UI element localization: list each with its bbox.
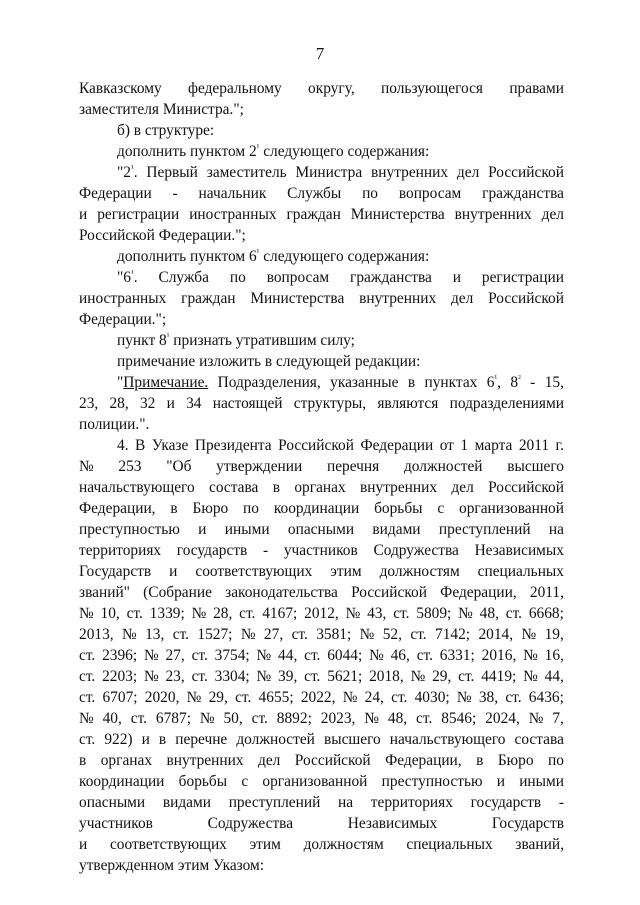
- text-line: полиции.".: [79, 416, 150, 433]
- text-line: примечание изложить в следующей редакции:: [117, 353, 421, 370]
- text-line: званий" (Собрание законодательства Российской Федерации, 2011,: [79, 584, 564, 601]
- text-line: 23, 28, 32 и 34 настоящей структуры, являются подразделениями: [79, 395, 564, 412]
- text-line: № 10, ст. 1339; № 28, ст. 4167; 2012, № 43, ст. 5809; № 48, ст. 6668;: [79, 605, 564, 622]
- text-line: начальствующего состава в органах внутренних дел Российской: [79, 479, 564, 496]
- text-line: ст. 922) и в перечне должностей высшего начальствующего состава: [79, 731, 564, 748]
- text-line: Российской Федерации.";: [79, 227, 246, 244]
- text-line: ст. 2396; № 27, ст. 3754; № 44, ст. 6044; № 46, ст. 6331; 2016, № 16,: [79, 647, 564, 664]
- text-line: Государств и соответствующих этим должностям специальных: [79, 563, 564, 580]
- text-line: дополнить пунктом $6^{^1}$ следующего содержания:: [117, 247, 430, 265]
- text-line: Федерации - начальник Службы по вопросам гражданства: [79, 185, 564, 202]
- text-line: утвержденном этим Указом:: [79, 857, 265, 874]
- text-line: преступностью и иными опасными видами преступлений на: [79, 521, 564, 538]
- text-line: участников Содружества Независимых Государств: [79, 815, 564, 832]
- text-line: "Примечание. Подразделения, указанные в пунктах $6^{^1}$, $8^{^2}$ - 15,: [117, 373, 564, 391]
- text-line: и регистрации иностранных граждан Министерства внутренних дел: [79, 206, 564, 223]
- text-line: координации борьбы с организованной преступностью и иными: [79, 773, 564, 790]
- text-line: ст. 6707; 2020, № 29, ст. 4655; 2022, № 24, ст. 4030; № 38, ст. 6436;: [79, 689, 564, 706]
- text-line: пункт $8^{^1}$ признать утратившим силу;: [117, 331, 355, 349]
- text-line: "$6^{^1}$. Служба по вопросам гражданства и регистрации: [117, 268, 564, 286]
- text-line: Федерации, в Бюро по координации борьбы с организованной: [79, 500, 564, 517]
- text-line: Кавказскому федеральному округу, пользующегося правами: [79, 80, 564, 97]
- text-line: "$2^{^1}$. Первый заместитель Министра внутренних дел Российской: [117, 163, 564, 181]
- text-line: 2013, № 13, ст. 1527; № 27, ст. 3581; № 52, ст. 7142; 2014, № 19,: [79, 626, 564, 643]
- text-line: № 253 "Об утверждении перечня должностей высшего: [79, 458, 564, 475]
- text-line: опасными видами преступлений на территориях государств -: [79, 794, 564, 811]
- text-line: № 40, ст. 6787; № 50, ст. 8892; 2023, № 48, ст. 8546; 2024, № 7,: [79, 710, 564, 727]
- text-line: Федерации.";: [79, 311, 167, 328]
- text-line: 4. В Указе Президента Российской Федерации от 1 марта 2011 г.: [117, 437, 564, 454]
- text-line: заместителя Министра.";: [79, 101, 244, 118]
- text-line: ст. 2203; № 23, ст. 3304; № 39, ст. 5621; 2018, № 29, ст. 4419; № 44,: [79, 668, 564, 685]
- text-line: дополнить пунктом $2^{^1}$ следующего содержания:: [117, 142, 430, 160]
- text-line: и соответствующих этим должностям специальных званий,: [79, 836, 564, 853]
- text-line: в органах внутренних дел Российской Федерации, в Бюро по: [79, 752, 564, 769]
- text-line: б) в структуре:: [117, 122, 215, 139]
- page-number: 7: [315, 44, 325, 63]
- text-line: иностранных граждан Министерства внутренних дел Российской: [79, 290, 564, 307]
- text-line: территориях государств - участников Содружества Независимых: [79, 542, 564, 559]
